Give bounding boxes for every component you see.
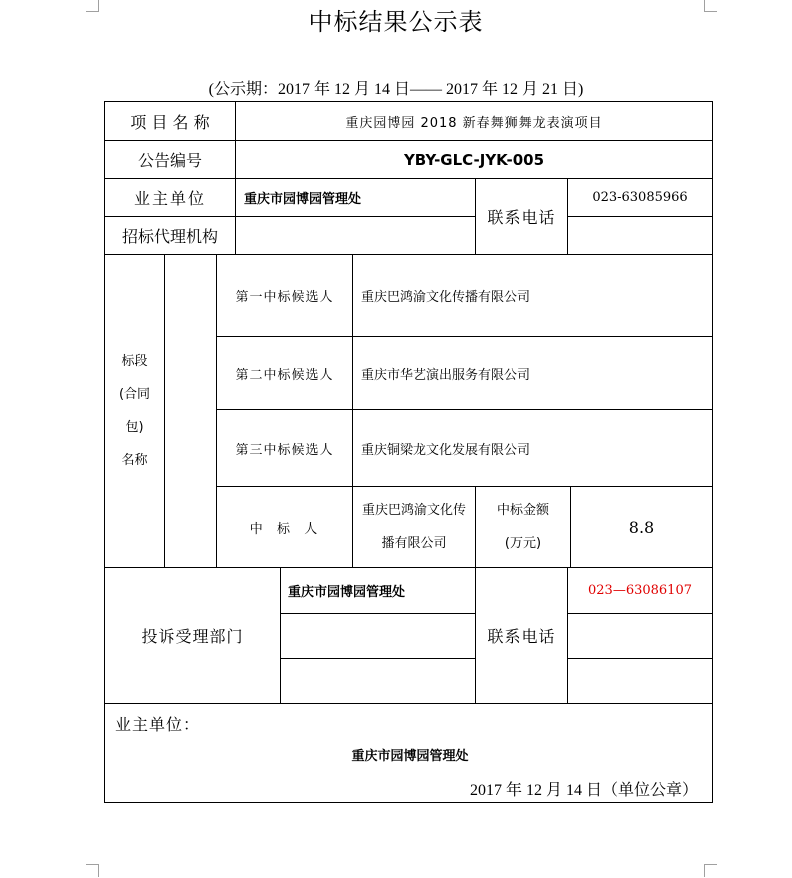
winning-amount-label bbox=[476, 487, 570, 567]
candidate-2-label: 第二中标候选人 bbox=[235, 367, 334, 383]
candidate-3-name: 重庆铜梁龙文化发展有限公司 bbox=[361, 442, 531, 458]
notice-number-value: YBY-GLC-JYK-005 bbox=[403, 150, 545, 169]
winner-name-line: 播有限公司 bbox=[381, 536, 447, 551]
row-divider bbox=[105, 703, 712, 704]
section-label-line: 标段 bbox=[121, 354, 148, 369]
document-title: 中标结果公示表 bbox=[308, 8, 484, 36]
footer-date-seal: 2017 年 12 月 14 日（单位公章） bbox=[469, 782, 698, 799]
complaint-phone: 023—63086107 bbox=[588, 583, 692, 598]
winner-label: 中 标 人 bbox=[249, 521, 320, 537]
section-label-line: 名称 bbox=[121, 453, 148, 468]
candidate-1-name: 重庆巴鸿渝文化传播有限公司 bbox=[361, 290, 531, 305]
complaint-dept-extra bbox=[281, 659, 475, 703]
project-name-value: 重庆园博园 2018 新春舞狮舞龙表演项目 bbox=[345, 115, 603, 131]
complaint-dept-value: 重庆市园博园管理处 bbox=[288, 585, 406, 600]
owner-contact-phone: 023-63085966 bbox=[592, 190, 688, 205]
owner-contact-extra bbox=[568, 217, 712, 254]
section-label bbox=[105, 255, 164, 567]
owner-label: 业主单位 bbox=[133, 189, 206, 208]
winning-amount-value: 8.8 bbox=[628, 517, 655, 537]
complaint-dept-label: 投诉受理部门 bbox=[141, 627, 244, 646]
owner-contact-label: 联系电话 bbox=[487, 208, 556, 227]
publicity-period: (公示期：2017 年 12 月 14 日—— 2017 年 12 月 21 日) bbox=[208, 81, 584, 98]
winning-amount-label-line: (万元) bbox=[504, 536, 542, 551]
result-table bbox=[104, 101, 713, 803]
owner-value: 重庆市园博园管理处 bbox=[244, 192, 362, 207]
section-label-line: (合同 bbox=[118, 387, 151, 402]
notice-number-label: 公告编号 bbox=[137, 151, 202, 170]
winner-name bbox=[353, 487, 475, 567]
section-name-value bbox=[165, 255, 216, 567]
complaint-phone-extra bbox=[568, 614, 712, 658]
complaint-phone-extra bbox=[568, 659, 712, 703]
agency-value bbox=[236, 217, 475, 254]
complaint-dept-extra bbox=[281, 614, 475, 658]
footer-owner-name: 重庆市园博园管理处 bbox=[351, 748, 469, 764]
section-label-line: 包) bbox=[125, 420, 144, 435]
footer-owner-label: 业主单位： bbox=[115, 715, 201, 734]
page-corner-bottom-right bbox=[704, 864, 717, 877]
winning-amount-label-line: 中标金额 bbox=[496, 503, 549, 518]
candidate-1-label: 第一中标候选人 bbox=[235, 290, 334, 305]
candidate-2-name: 重庆市华艺演出服务有限公司 bbox=[361, 367, 531, 383]
candidate-3-label: 第三中标候选人 bbox=[235, 442, 334, 458]
agency-label: 招标代理机构 bbox=[121, 227, 218, 246]
complaint-contact-label: 联系电话 bbox=[487, 627, 556, 646]
project-name-label: 项 目 名 称 bbox=[130, 112, 210, 132]
winner-name-line: 重庆巴鸿渝文化传 bbox=[361, 503, 466, 518]
page-corner-bottom-left bbox=[86, 864, 99, 877]
